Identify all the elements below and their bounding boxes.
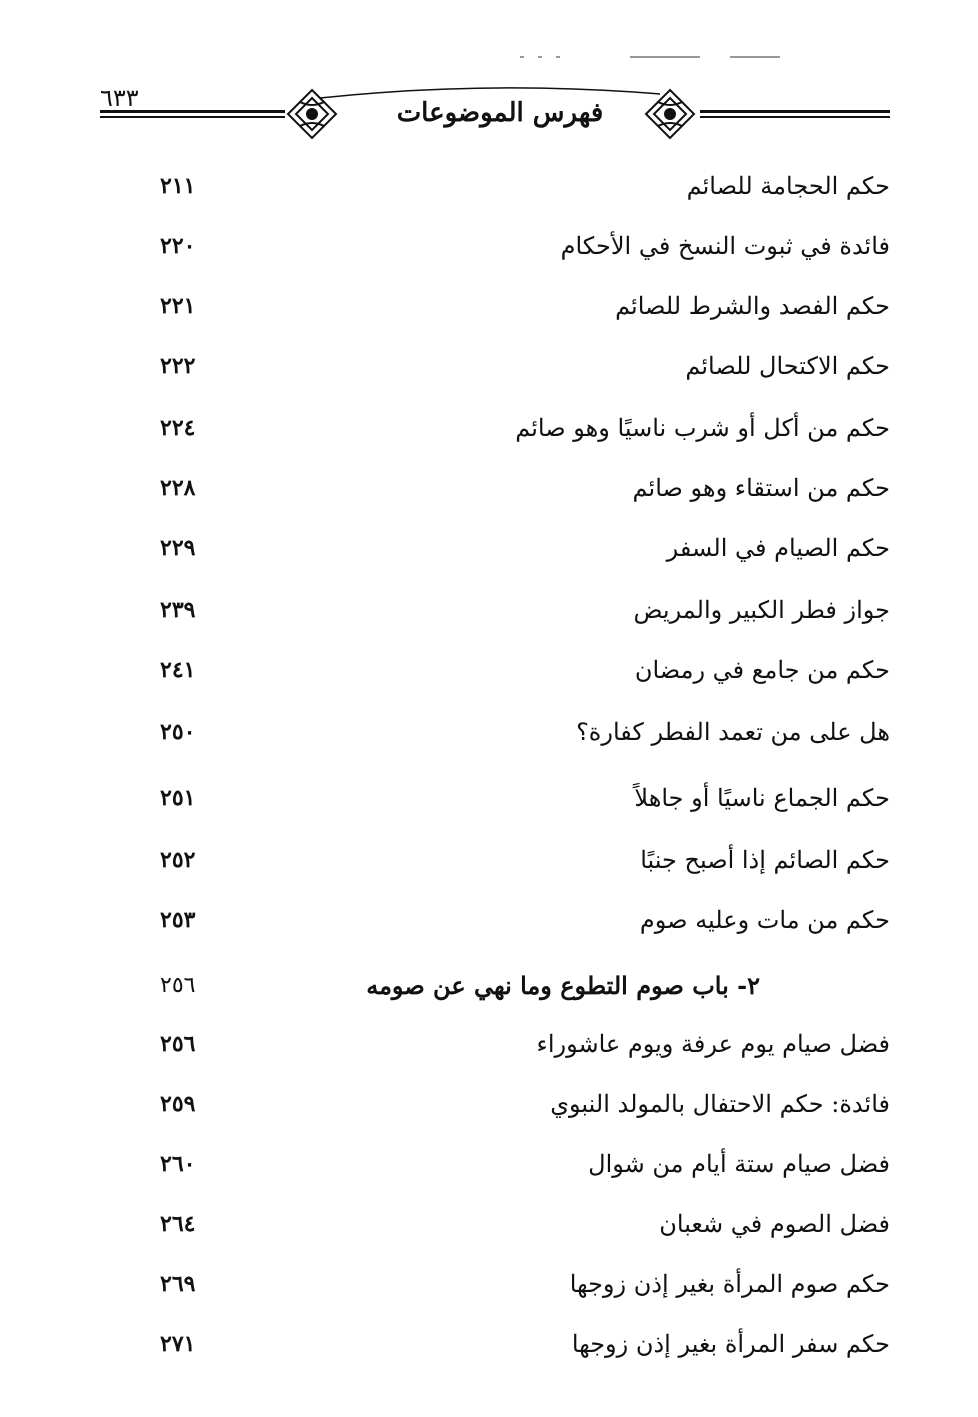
toc-entry [130, 218, 890, 274]
toc-entry-title: حكم من جامع في رمضان [634, 656, 890, 684]
toc-entry-page: ٢٥٩ [160, 1091, 196, 1117]
toc-entry [130, 338, 890, 394]
toc-entry [130, 1136, 890, 1192]
toc-entry-page: ٢٧١ [160, 1331, 196, 1357]
toc-entry [130, 158, 890, 214]
toc-entry-title: جواز فطر الكبير والمريض [633, 596, 890, 624]
toc-entry [130, 1076, 890, 1132]
toc-entry-page: ٢٥١ [160, 785, 196, 811]
toc-section-heading [130, 958, 890, 1014]
toc-entry-title: حكم الجماع ناسيًا أو جاهلاً [634, 784, 890, 812]
toc-entry-title: فضل الصوم في شعبان [659, 1210, 890, 1238]
toc-entry [130, 770, 890, 826]
toc-entry-title: حكم سفر المرأة بغير إذن زوجها [571, 1330, 890, 1358]
toc-entry-page: ٢٢٩ [160, 535, 196, 561]
toc-entry [130, 704, 890, 760]
toc-entry-title: حكم الحجامة للصائم [686, 172, 890, 200]
toc-entry-page: ٢٦٤ [160, 1211, 196, 1237]
toc-entry-title: حكم من أكل أو شرب ناسيًا وهو صائم [515, 414, 890, 442]
toc-entry [130, 520, 890, 576]
toc-entry-title: فائدة في ثبوت النسخ في الأحكام [560, 232, 890, 260]
page-title: فهرس الموضوعات [396, 98, 604, 128]
toc-entry-title: حكم من مات وعليه صوم [639, 906, 890, 934]
toc-entry-title: حكم الاكتحال للصائم [685, 352, 890, 380]
toc-entry-page: ٢٤١ [160, 657, 196, 683]
toc-entry [130, 892, 890, 948]
toc-entry [130, 1316, 890, 1372]
toc-entry-title: هل على من تعمد الفطر كفارة؟ [576, 718, 890, 746]
toc-entry-title: حكم الفصد والشرط للصائم [615, 292, 890, 320]
ornament-left-icon [282, 84, 342, 144]
toc-entry-page: ٢٢٢ [160, 353, 196, 379]
header-rule-right-thin [700, 116, 890, 118]
toc-entry-page: ٢٣٩ [160, 597, 196, 623]
toc-entry [130, 278, 890, 334]
toc-entry-page: ٢٥٦ [160, 1031, 196, 1057]
toc-entry-title: ٢- باب صوم التطوع وما نهي عن صومه [366, 971, 760, 1000]
toc-entry-title: حكم صوم المرأة بغير إذن زوجها [569, 1270, 890, 1298]
toc-entry-title: فائدة: حكم الاحتفال بالمولد النبوي [550, 1090, 890, 1118]
toc-entry-page: ٢٥٢ [160, 847, 196, 873]
toc-entry [130, 460, 890, 516]
toc-entry-title: فضل صيام ستة أيام من شوال [588, 1150, 890, 1178]
toc-entry [130, 642, 890, 698]
toc-entry [130, 1256, 890, 1312]
toc-entry [130, 832, 890, 888]
header-rule-left [100, 110, 285, 113]
toc-entry-title: حكم الصيام في السفر [666, 534, 890, 562]
toc-entry-title: حكم من استقاء وهو صائم [632, 474, 890, 502]
toc-entry-page: ٢٢١ [160, 293, 196, 319]
toc-entry-page: ٢١١ [160, 173, 196, 199]
page-header [90, 80, 900, 160]
toc-entry [130, 400, 890, 456]
header-rule-left-thin [100, 116, 285, 118]
scan-artifact-marks [520, 44, 820, 48]
toc-entry-page: ٢٦٠ [160, 1151, 196, 1177]
toc-entry-page: ٢٢٤ [160, 415, 196, 441]
toc-entry-title: حكم الصائم إذا أصبح جنبًا [640, 846, 890, 874]
toc-entry-page: ٢٢٠ [160, 233, 196, 259]
header-rule-right [700, 110, 890, 113]
toc-entry [130, 582, 890, 638]
toc-entry-title: فضل صيام يوم عرفة ويوم عاشوراء [536, 1030, 890, 1058]
toc-entry [130, 1196, 890, 1252]
page-number: ٦٣٣ [100, 84, 139, 112]
toc-entry-page: ٢٥٣ [160, 907, 196, 933]
toc-entry-page: ٢٢٨ [160, 475, 196, 501]
ornament-right-icon [640, 84, 700, 144]
toc-entry-page: ٢٦٩ [160, 1271, 196, 1297]
toc-entry [130, 1016, 890, 1072]
toc-entry-page: ٢٥٠ [160, 719, 196, 745]
toc-entry-page: ٢٥٦ [160, 973, 196, 998]
header-top-rule [320, 80, 660, 100]
